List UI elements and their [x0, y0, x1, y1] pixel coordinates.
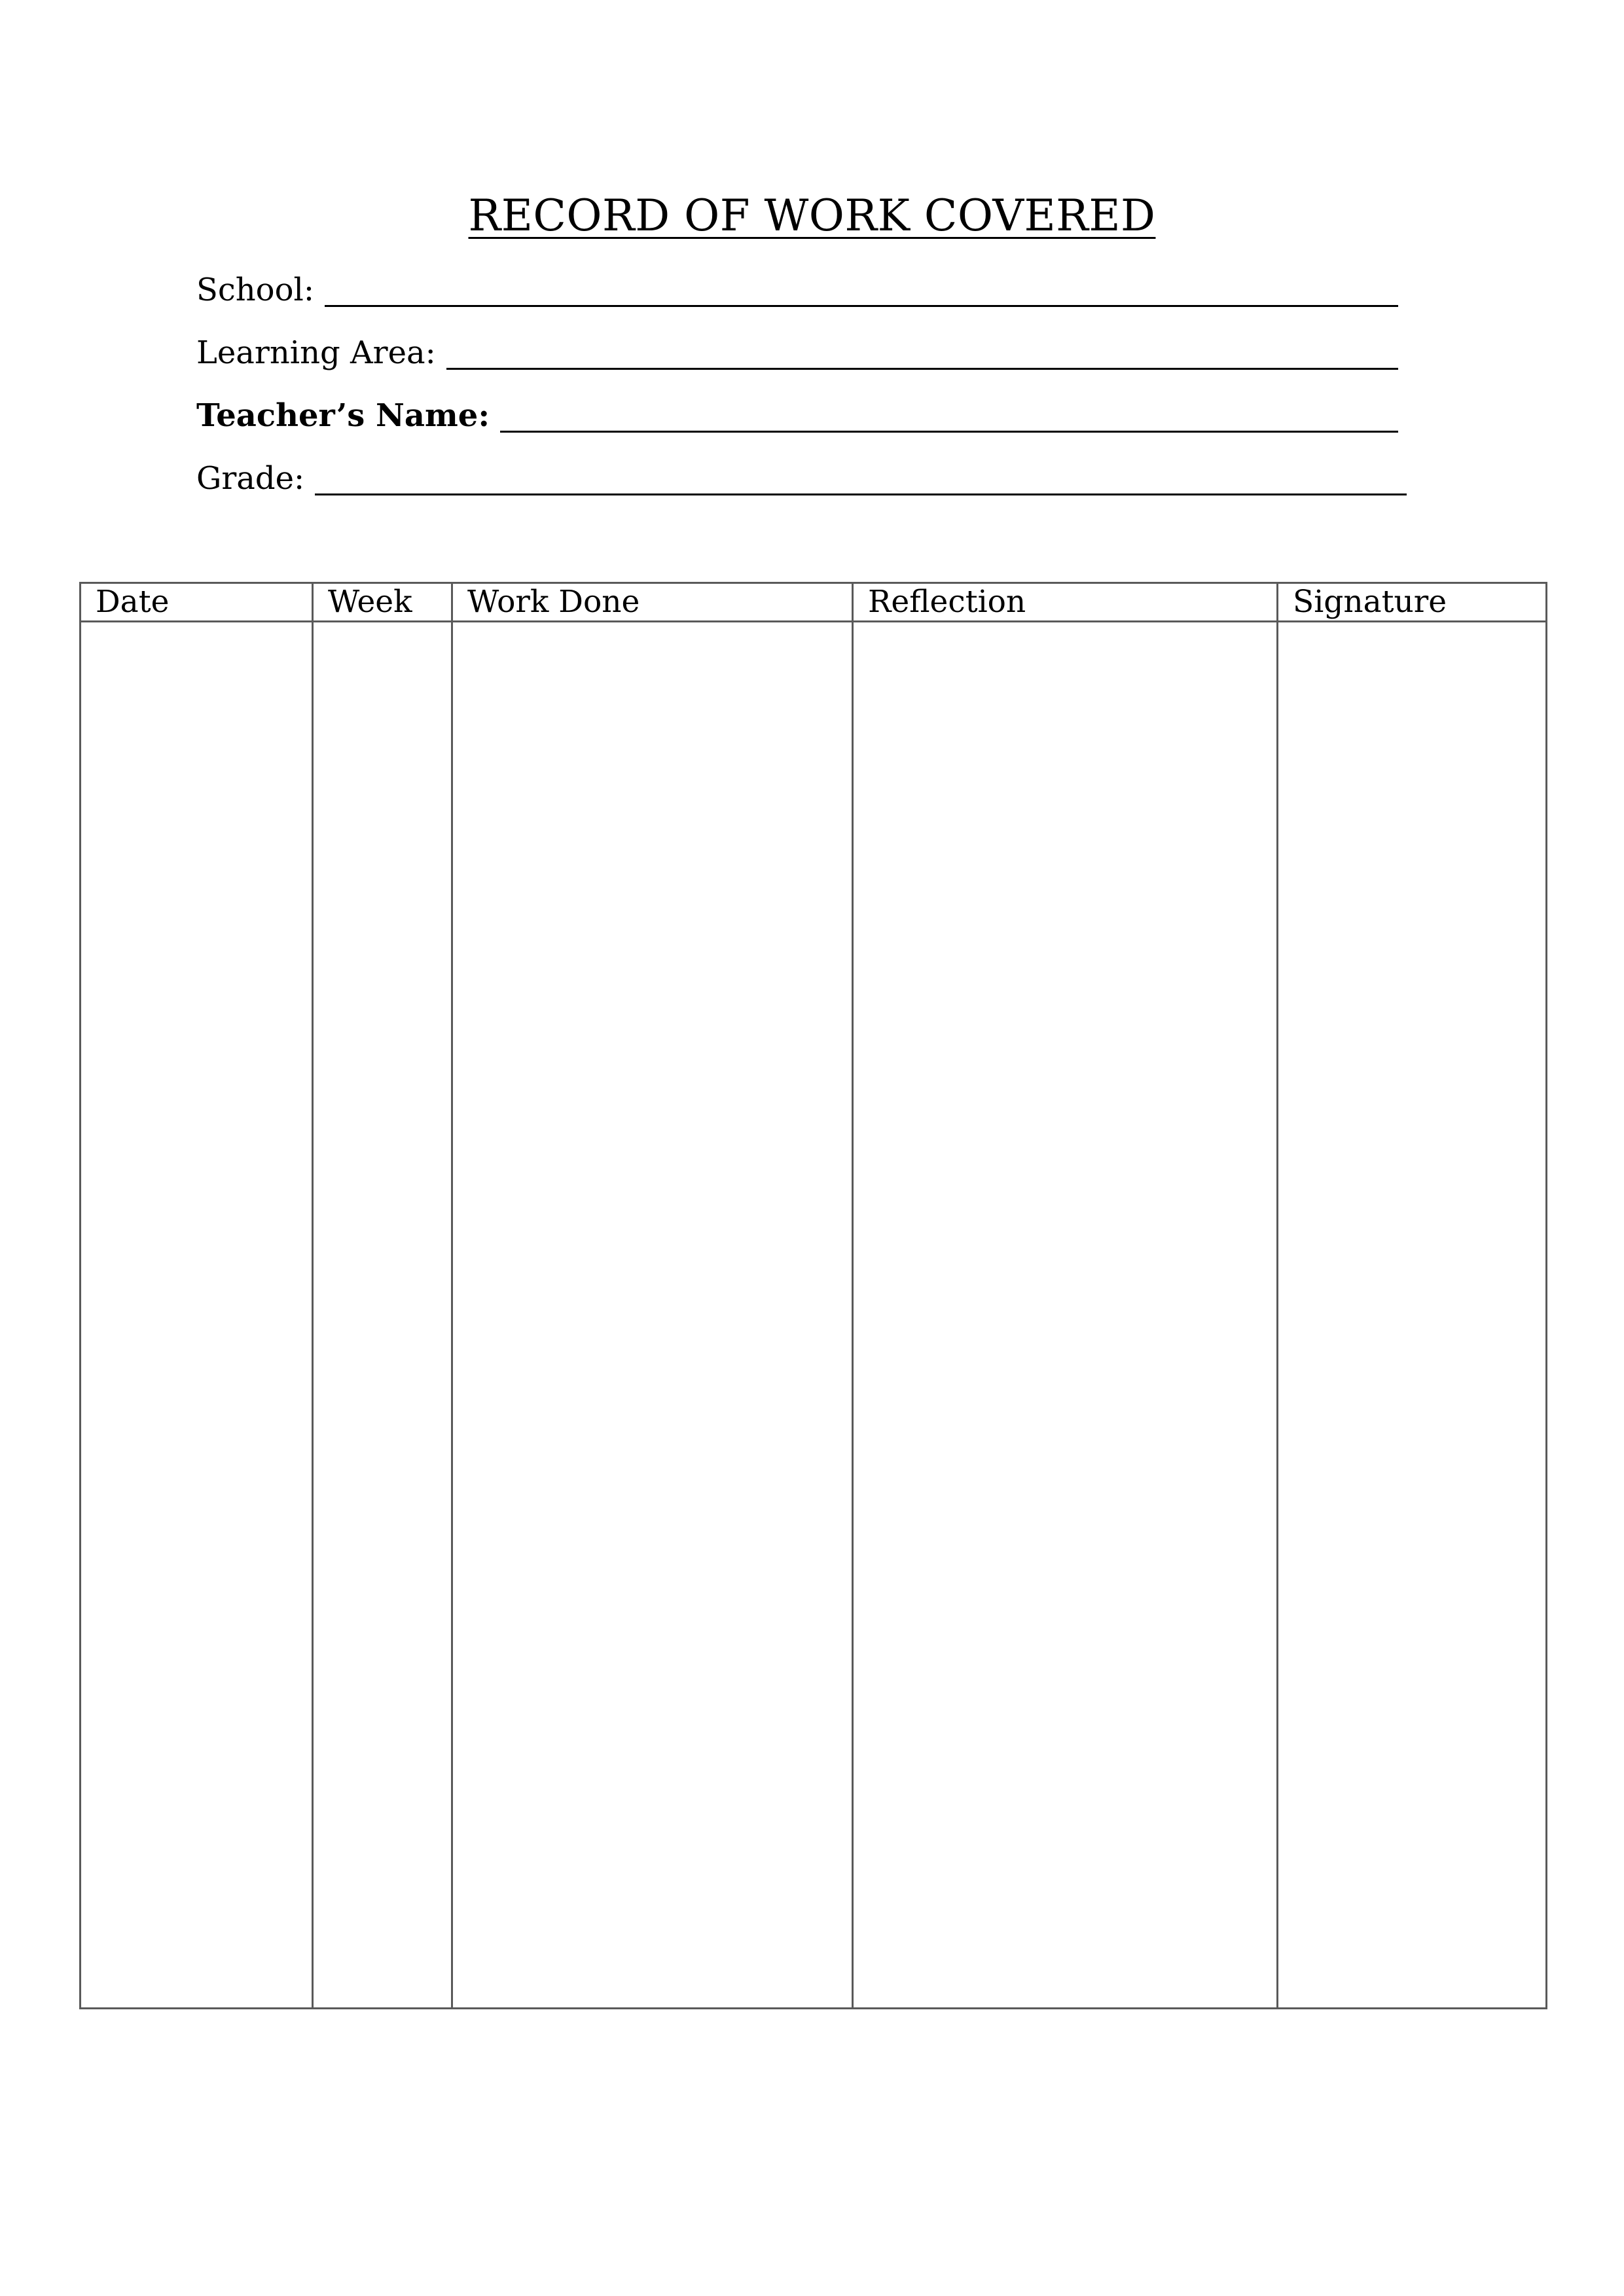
school-field: [196, 265, 1398, 311]
page-title: RECORD OF WORK COVERED: [468, 190, 1156, 241]
table-header-row: [81, 583, 1547, 622]
grade-field: [196, 454, 1407, 499]
grade-blank-line[interactable]: [315, 493, 1407, 495]
teacher-name-label: Teacher’s Name:: [196, 397, 490, 434]
work-done-cell[interactable]: [452, 622, 853, 2009]
school-label: School:: [196, 272, 314, 308]
school-blank-line[interactable]: [325, 305, 1398, 307]
learning-area-field: [196, 328, 1398, 374]
table-row: [81, 622, 1547, 2009]
week-cell[interactable]: [313, 622, 452, 2009]
column-header-date: Date: [81, 583, 313, 622]
column-header-week: Week: [313, 583, 452, 622]
date-cell[interactable]: [81, 622, 313, 2009]
signature-cell[interactable]: [1278, 622, 1547, 2009]
teacher-name-field: [196, 391, 1398, 437]
record-table: [79, 582, 1547, 2009]
teacher-name-blank-line[interactable]: [500, 431, 1398, 433]
column-header-reflection: Reflection: [853, 583, 1278, 622]
grade-label: Grade:: [196, 460, 305, 497]
reflection-cell[interactable]: [853, 622, 1278, 2009]
column-header-signature: Signature: [1278, 583, 1547, 622]
learning-area-label: Learning Area:: [196, 334, 436, 371]
learning-area-blank-line[interactable]: [446, 368, 1398, 370]
column-header-work-done: Work Done: [452, 583, 853, 622]
